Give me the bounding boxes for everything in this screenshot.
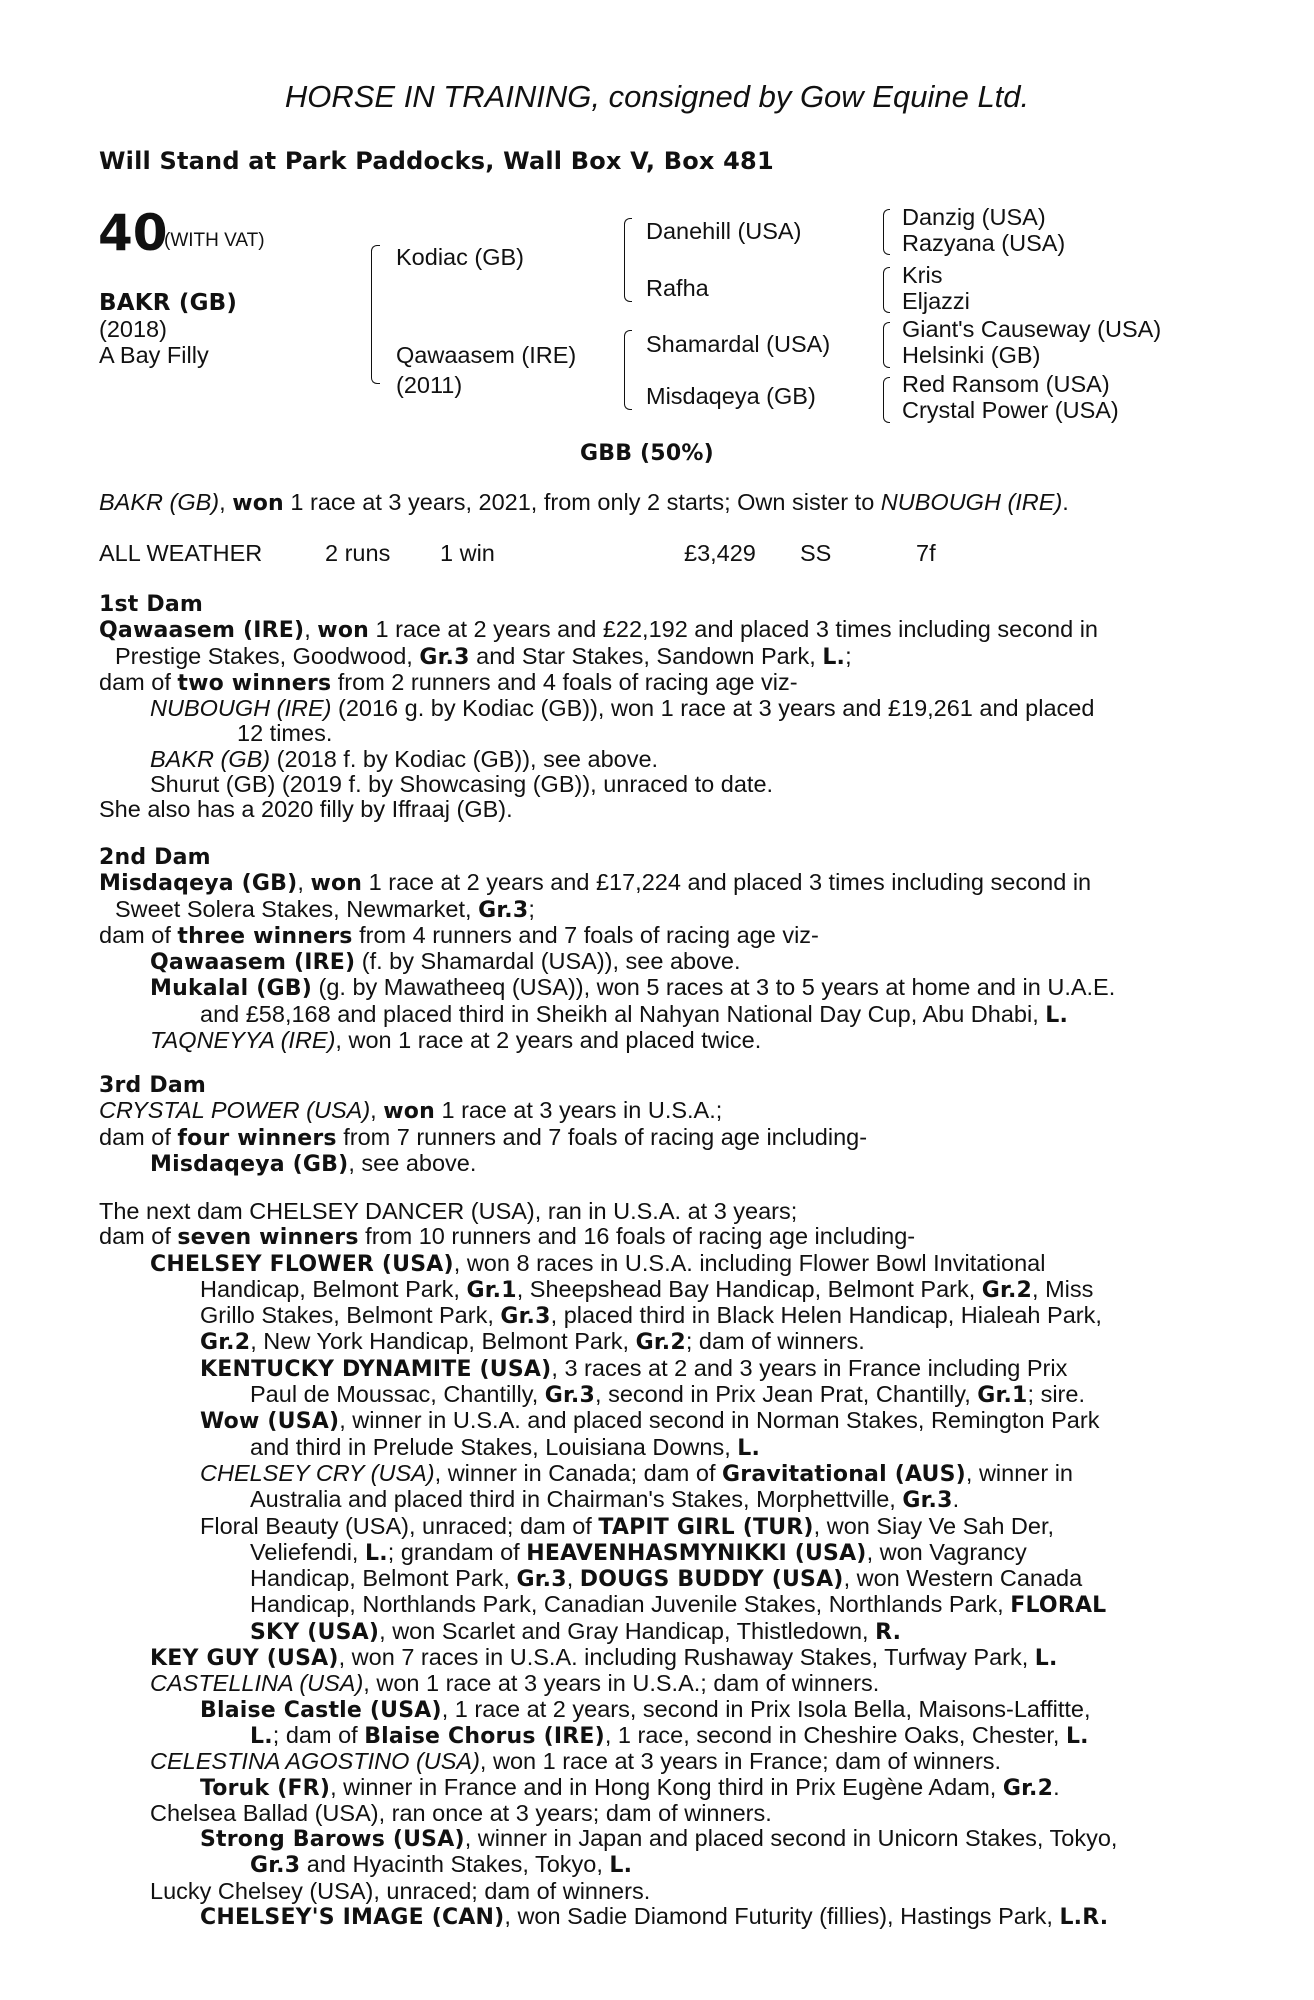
pedigree-brace-sire [624, 218, 632, 302]
pedigree-dss: Giant's Causeway (USA) [902, 316, 1162, 342]
pedigree-dsd: Helsinki (GB) [902, 342, 1041, 368]
pedigree-brace-ss [883, 209, 890, 255]
pedigree-dam-dam: Misdaqeya (GB) [646, 383, 816, 409]
horse-year: (2018) [99, 316, 167, 342]
pedigree-dam: Qawaasem (IRE) [396, 342, 577, 368]
page-title: HORSE IN TRAINING, consigned by Gow Equine Ltd. [284, 79, 1030, 114]
pedigree-sds: Kris [902, 262, 943, 288]
third-dam-section: 3rd Dam CRYSTAL POWER (USA), won 1 race at 3 years in U.S.A.; dam of four winners from 7 runners and 7 foals of racing age including- Misdaqeya (GB), see above. [99, 1073, 1205, 1177]
first-dam-section: 1st Dam Qawaasem (IRE), won 1 race at 2 years and £22,192 and placed 3 times including second in Prestige Stakes, Goodwood, Gr.3 and Star Stakes, Sandown Park, L.; dam of two winners from 2 runners and 4 foals of racing age viz- NUBOUGH (IRE) (2016 g. by Kodiac (GB)), won 1 race at 3 years and £19,261 and placed 12 times. BAKR (GB) (2018 f. by Kodiac (GB)), see above. Shurut (GB) (2019 f. by Showcasing (GB)), unraced to date. She also has a 2020 filly by Iffraaj (GB). [99, 592, 1205, 823]
record-surface: ALL WEATHER [99, 540, 263, 566]
record-going: SS [800, 540, 832, 566]
pedigree-sire-sire: Danehill (USA) [646, 218, 802, 244]
section-heading: 3rd Dam [99, 1073, 206, 1098]
pedigree-sire: Kodiac (GB) [396, 244, 524, 270]
pedigree-brace-dd [883, 377, 890, 423]
section-heading: 2nd Dam [99, 845, 211, 870]
pedigree-sdd: Eljazzi [902, 288, 970, 314]
race-summary: BAKR (GB), won 1 race at 3 years, 2021, from only 2 starts; Own sister to NUBOUGH (IRE). [99, 489, 1069, 516]
pedigree-brace-ds [883, 322, 890, 368]
section-heading: 1st Dam [99, 592, 204, 617]
horse-name: BAKR (GB) [99, 290, 238, 316]
record-distance: 7f [916, 540, 936, 566]
pedigree-sire-dam: Rafha [646, 275, 709, 301]
horse-description: A Bay Filly [99, 342, 209, 368]
record-wins: 1 win [440, 540, 495, 566]
second-dam-section: 2nd Dam Misdaqeya (GB), won 1 race at 2 years and £17,224 and placed 3 times including second in Sweet Solera Stakes, Newmarket, Gr.3; dam of three winners from 4 runners and 7 foals of racing age viz- Qawaasem (IRE) (f. by Shamardal (USA)), see above. Mukalal (GB) (g. by Mawatheeq (USA)), won 5 races at 3 to 5 years at home and in U.A.E. and £58,168 and placed third in Sheikh al Nahyan National Day Cup, Abu Dhabi, L. TAQNEYYA (IRE), won 1 race at 2 years and placed twice. [99, 845, 1205, 1053]
pedigree-dam-sire: Shamardal (USA) [646, 331, 831, 357]
pedigree-ddd: Crystal Power (USA) [902, 397, 1119, 423]
pedigree-ssd: Razyana (USA) [902, 230, 1066, 256]
pedigree-brace-sd [883, 267, 890, 313]
vat-note: (WITH VAT) [164, 230, 265, 251]
pedigree-brace-sire-dam [371, 245, 380, 384]
pedigree-dam-year: (2011) [396, 372, 463, 398]
next-dam-section: The next dam CHELSEY DANCER (USA), ran in U.S.A. at 3 years; dam of seven winners from 10 runners and 16 foals of racing age including- CHELSEY FLOWER (USA), won 8 races in U.S.A. including Flower Bowl Invitational Handicap, Belmont Park, Gr.1, Sheepshead Bay Handicap, Belmont Park, Gr.2, Miss Grillo Stakes, Belmont Park, Gr.3, placed third in Black Helen Handicap, Hialeah Park, Gr.2, New York Handicap, Belmont Park, Gr.2; dam of winners. KENTUCKY DYNAMITE (USA), 3 races at 2 and 3 years in France including Prix Paul de Moussac, Chantilly, Gr.3, second in Prix Jean Prat, Chantilly, Gr.1; sire. Wow (USA), winner in U.S.A. and placed second in Norman Stakes, Remington Park and third in Prelude Stakes, Louisiana Downs, L. CHELSEY CRY (USA), winner in Canada; dam of Gravitational (AUS), winner in Australia and placed third in Chairman's Stakes, Morphettville, Gr.3. Floral Beauty (USA), unraced; dam of TAPIT GIRL (TUR), won Siay Ve Sah Der, Veliefendi, L.; grandam of HEAVENHASMYNIKKI (USA), won Vagrancy Handicap, Belmont Park, Gr.3, DOUGS BUDDY (USA), won Western Canada Handicap, Northlands Park, Canadian Juvenile Stakes, Northlands Park, FLORAL SKY (USA), won Scarlet and Gray Handicap, Thistledown, R. KEY GUY (USA), won 7 races in U.S.A. including Rushaway Stakes, Turfway Park, L. CASTELLINA (USA), won 1 race at 3 years in U.S.A.; dam of winners. Blaise Castle (USA), 1 race at 2 years, second in Prix Isola Bella, Maisons-Laffitte, L.; dam of Blaise Chorus (IRE), 1 race, second in Cheshire Oaks, Chester, L. CELESTINA AGOSTINO (USA), won 1 race at 3 years in France; dam of winners. Toruk (FR), winner in France and in Hong Kong third in Prix Eugène Adam, Gr.2. Chelsea Ballad (USA), ran once at 3 years; dam of winners. Strong Barows (USA), winner in Japan and placed second in Unicorn Stakes, Tokyo, Gr.3 and Hyacinth Stakes, Tokyo, L. Lucky Chelsey (USA), unraced; dam of winners. CHELSEY'S IMAGE (CAN), won Sadie Diamond Futurity (fillies), Hastings Park, L.R. [99, 1198, 1118, 1931]
lot-number: 40 [98, 204, 168, 262]
pedigree-sss: Danzig (USA) [902, 204, 1046, 230]
gbb-percent: GBB (50%) [580, 441, 714, 466]
pedigree-brace-dam [624, 330, 632, 410]
record-runs: 2 runs [325, 540, 391, 566]
stand-location: Will Stand at Park Paddocks, Wall Box V, Box 481 [99, 147, 774, 175]
pedigree-dds: Red Ransom (USA) [902, 371, 1110, 397]
record-prize: £3,429 [684, 540, 756, 566]
